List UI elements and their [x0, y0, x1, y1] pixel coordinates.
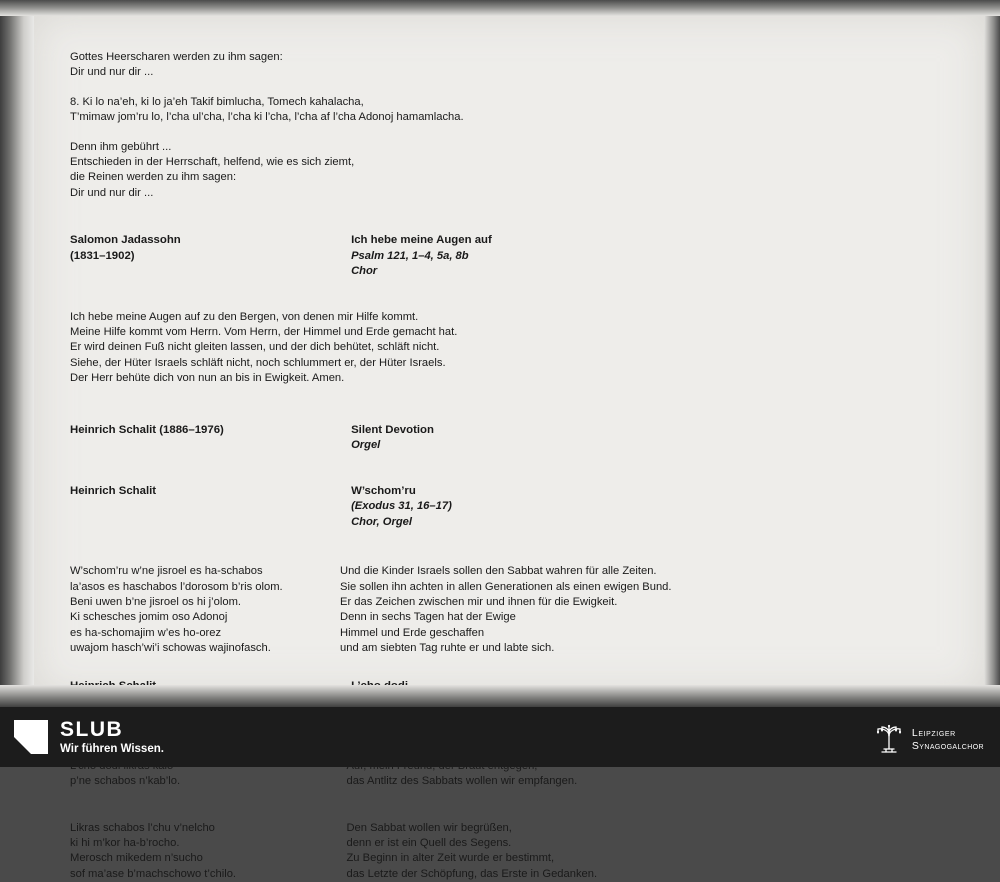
work-source: (Exodus 31, 16–17) [351, 500, 452, 513]
composer-name: Heinrich Schalit (1886–1976) [70, 423, 224, 436]
lyric-line: la’asos es haschabos l’dorosom b’ris olom. [70, 580, 283, 593]
translation-column [346, 759, 670, 882]
spacer [70, 458, 670, 484]
work-title: Silent Devotion [351, 423, 434, 436]
lyric-line: Beni uwen b’ne jisroel os hi j’olom. [70, 595, 242, 608]
intro-block [70, 50, 670, 81]
program-entry-header [70, 484, 670, 530]
verse-8-line: 8. Ki lo na’eh, ki lo ja’eh Takif bimlucha, Tomech kahalacha, [70, 95, 364, 108]
program-entry-header [70, 233, 670, 279]
spacer [70, 284, 670, 310]
verse-8-translation-line: die Reinen werden zu ihm sagen: [70, 171, 237, 184]
lyric-line: ki hi m’kor ha-b’rocho. [70, 836, 180, 849]
spacer [70, 215, 670, 233]
translation-line: Denn in sechs Tagen hat der Ewige [340, 611, 516, 624]
translation-line-blank [346, 790, 670, 805]
composer-dates: (1831–1902) [70, 249, 135, 262]
lyric-line: es ha-schomajim w’es ho-orez [70, 626, 222, 639]
translation-line: das Antlitz des Sabbats wollen wir empfangen. [346, 775, 578, 788]
lyric-line: Der Herr behüte dich von nun an bis in Ewigkeit. Amen. [70, 372, 345, 385]
translation-line-blank [346, 805, 670, 820]
lyric-line: W’schom’ru w’ne jisroel es ha-schabos [70, 565, 263, 578]
choir-wordmark [912, 727, 984, 753]
footer-bar [0, 707, 1000, 767]
work-title: Ich hebe meine Augen auf [351, 234, 492, 247]
lyric-line-blank [70, 790, 346, 805]
work-column [351, 484, 670, 530]
slub-name: SLUB [60, 717, 124, 741]
scan-edge-bottom [0, 685, 1000, 707]
lyric-line: Meine Hilfe kommt vom Herrn. Vom Herrn, der Himmel und Erde gemacht hat. [70, 326, 458, 339]
slub-logo [14, 718, 164, 757]
work-ensemble: Chor [351, 265, 378, 278]
translation-line: Den Sabbat wollen wir begrüßen, [346, 821, 512, 834]
entry-4-text [70, 759, 670, 882]
lyric-line-blank [70, 805, 346, 820]
lyric-line: sof ma’ase b’machschowo t’chilo. [70, 867, 237, 880]
lyric-line: Siehe, der Hüter Israels schläft nicht, noch schlummert er, der Hüter Israels. [70, 356, 446, 369]
verse-8-block [70, 95, 670, 126]
lyric-line: Er wird deinen Fuß nicht gleiten lassen, und der dich behütet, schläft nicht. [70, 341, 440, 354]
choir-line-2: Synagogalchor [911, 739, 984, 752]
lyric-line: Ich hebe meine Augen auf zu den Bergen, von denen mir Hilfe kommt. [70, 310, 419, 323]
translation-line: und am siebten Tag ruhte er und labte sich. [340, 642, 555, 655]
composer-name: Salomon Jadassohn [70, 234, 181, 247]
work-ensemble: Chor, Orgel [351, 515, 412, 528]
verse-8-line: T’mimaw jom’ru lo, l’cha ul’cha, l’cha ki l’cha, l’cha af l’cha Adonoj hamamlacha. [70, 111, 464, 124]
composer-column [70, 423, 351, 454]
choir-logo [874, 719, 984, 760]
lyric-line: p’ne schabos n’kab’lo. [70, 775, 181, 788]
spacer [70, 657, 670, 679]
slub-claim: Wir führen Wissen. [60, 742, 164, 755]
translation-line: Zu Beginn in alter Zeit wurde er bestimmt, [346, 852, 555, 865]
transliteration-column [70, 759, 346, 882]
translation-line: Sie sollen ihn achten in allen Generationen als einen ewigen Bund. [340, 580, 672, 593]
lyric-line: Likras schabos l’chu v’nelcho [70, 821, 215, 834]
composer-column [70, 484, 351, 530]
slub-wordmark [60, 718, 164, 757]
lyric-line: Merosch mikedem n’sucho [70, 852, 203, 865]
translation-column [340, 564, 670, 656]
translation-line: denn er ist ein Quell des Segens. [346, 836, 512, 849]
composer-name: Heinrich Schalit [70, 484, 157, 497]
intro-line: Dir und nur dir ... [70, 66, 154, 79]
slub-mark-icon [14, 720, 48, 754]
composer-column [70, 233, 351, 279]
translation-line: Und die Kinder Israels sollen den Sabbat wahren für alle Zeiten. [340, 565, 657, 578]
intro-line: Gottes Heerscharen werden zu ihm sagen: [70, 51, 283, 63]
transliteration-column [70, 564, 340, 656]
translation-line: Himmel und Erde geschaffen [340, 626, 485, 639]
work-source: Psalm 121, 1–4, 5a, 8b [351, 249, 469, 262]
entry-1-text [70, 310, 670, 387]
entry-3-text [70, 564, 670, 656]
spacer [70, 401, 670, 423]
menorah-icon [874, 719, 904, 760]
work-column [351, 423, 670, 454]
translation-line: Er das Zeichen zwischen mir und ihnen für die Ewigkeit. [340, 595, 618, 608]
program-entry-header [70, 423, 670, 454]
translation-line: das Letzte der Schöpfung, das Erste in Gedanken. [346, 867, 598, 880]
verse-8-translation-block [70, 140, 670, 202]
choir-line-1: Leipziger [911, 726, 956, 739]
work-column [351, 233, 670, 279]
verse-8-translation-line: Denn ihm gebührt ... [70, 140, 172, 153]
scan-edge-top [0, 0, 1000, 16]
verse-8-translation-line: Dir und nur dir ... [70, 186, 154, 199]
work-title: W’schom’ru [351, 484, 416, 497]
lyric-line: uwajom hasch’wi’i schowas wajinofasch. [70, 642, 271, 655]
verse-8-translation-line: Entschieden in der Herrschaft, helfend, wie es sich ziemt, [70, 156, 355, 169]
spacer [70, 534, 670, 564]
work-ensemble: Orgel [351, 439, 381, 452]
lyric-line: Ki schesches jomim oso Adonoj [70, 611, 228, 624]
